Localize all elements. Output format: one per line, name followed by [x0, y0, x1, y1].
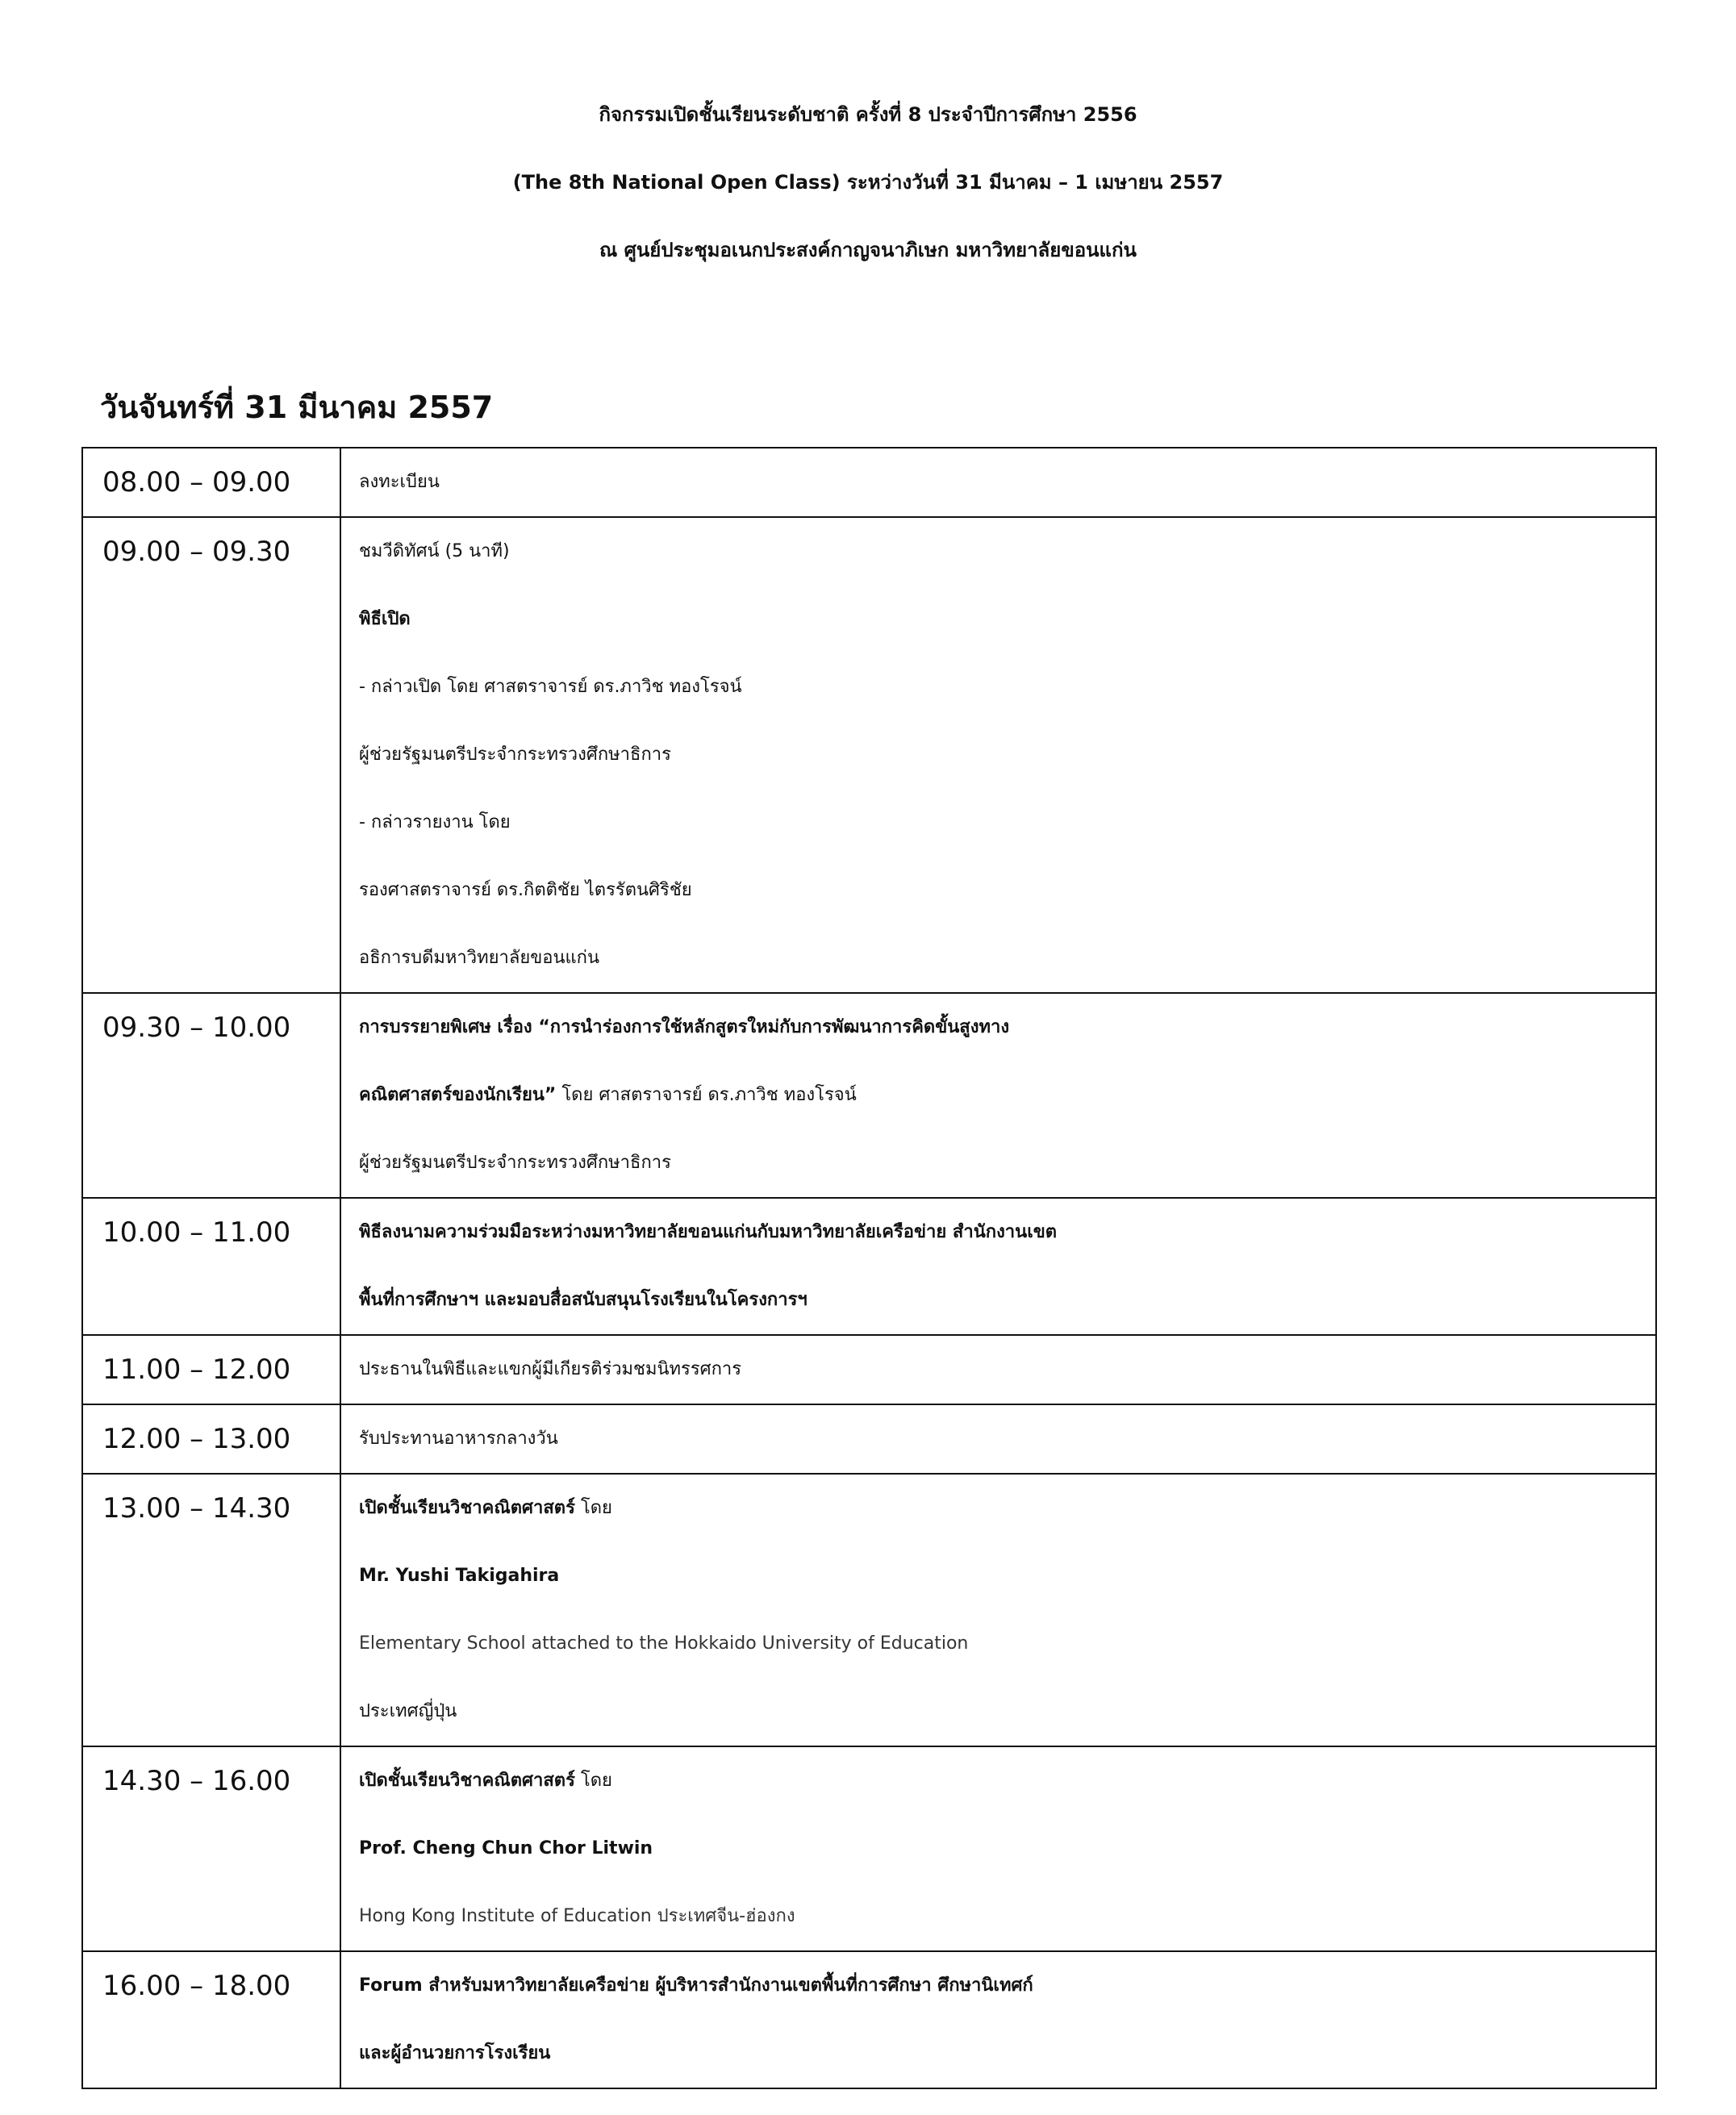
- schedule-row: [82, 1951, 1656, 2088]
- schedule-row: [82, 448, 1656, 517]
- speaker-affiliation: Hong Kong Institute of Education ประเทศจีน-ฮ่องกง: [359, 1906, 795, 1926]
- description-part: โดย: [580, 1771, 612, 1791]
- schedule-row: [82, 993, 1656, 1198]
- time-cell: [82, 448, 340, 517]
- document-header: [0, 81, 1736, 284]
- description-line: - กล่าวเปิด โดย ศาสตราจารย์ ดร.ภาวิช ทองโรจน์: [359, 677, 742, 697]
- time-text: 16.00 – 18.00: [102, 1970, 291, 2002]
- time-text: 10.00 – 11.00: [102, 1216, 291, 1249]
- description-heading: และผู้อำนวยการโรงเรียน: [359, 2043, 551, 2063]
- schedule-row: [82, 1746, 1656, 1951]
- description-line: ลงทะเบียน: [359, 472, 440, 492]
- description-heading: พิธีเปิด: [359, 609, 411, 629]
- header-dates-line: (The 8th National Open Class) ระหว่างวันที่ 31 มีนาคม – 1 เมษายน 2557: [512, 171, 1224, 194]
- time-text: 08.00 – 09.00: [102, 466, 291, 499]
- schedule-row: [82, 1335, 1656, 1404]
- schedule-table: [81, 447, 1657, 2089]
- time-text: 11.00 – 12.00: [102, 1354, 291, 1386]
- time-cell: [82, 1335, 340, 1404]
- description-cell: [340, 1404, 1656, 1474]
- description-cell: [340, 517, 1656, 993]
- description-line: ประธานในพิธีและแขกผู้มีเกียรติร่วมชมนิทรรศการ: [359, 1359, 742, 1379]
- description-heading: พื้นที่การศึกษาฯ และมอบสื่อสนับสนุนโรงเรียนในโครงการฯ: [359, 1290, 807, 1310]
- description-heading: พิธีลงนามความร่วมมือระหว่างมหาวิทยาลัยขอนแก่นกับมหาวิทยาลัยเครือข่าย สำนักงานเขต: [359, 1222, 1058, 1242]
- time-cell: [82, 993, 340, 1198]
- time-cell: [82, 1474, 340, 1746]
- description-heading: การบรรยายพิเศษ เรื่อง “การนำร่องการใช้หลักสูตรใหม่กับการพัฒนาการคิดขั้นสูงทาง: [359, 1017, 1010, 1037]
- time-text: 12.00 – 13.00: [102, 1423, 291, 1455]
- speaker-affiliation: Elementary School attached to the Hokkaido University of Education: [359, 1633, 969, 1654]
- description-line: รับประทานอาหารกลางวัน: [359, 1429, 558, 1449]
- description-cell: [340, 448, 1656, 517]
- description-line-mixed: [359, 1475, 1639, 1542]
- day-title: วันจันทร์ที่ 31 มีนาคม 2557: [100, 390, 494, 425]
- description-line: ผู้ช่วยรัฐมนตรีประจำกระทรวงศึกษาธิการ: [359, 745, 671, 765]
- speaker-name: Mr. Yushi Takigahira: [359, 1566, 560, 1586]
- description-heading-part: เปิดชั้นเรียนวิชาคณิตศาสตร์: [359, 1498, 575, 1518]
- description-cell: [340, 1474, 1656, 1746]
- description-part: โดย ศาสตราจารย์ ดร.ภาวิช ทองโรจน์: [561, 1085, 857, 1105]
- time-text: 14.30 – 16.00: [102, 1765, 291, 1797]
- header-venue-line: ณ ศูนย์ประชุมอเนกประสงค์กาญจนาภิเษก มหาวิทยาลัยขอนแก่น: [599, 239, 1137, 261]
- description-cell: [340, 1335, 1656, 1404]
- description-line: ผู้ช่วยรัฐมนตรีประจำกระทรวงศึกษาธิการ: [359, 1153, 671, 1173]
- time-cell: [82, 1746, 340, 1951]
- schedule-row: [82, 1198, 1656, 1335]
- description-cell: [340, 1198, 1656, 1335]
- description-cell: [340, 1951, 1656, 2088]
- schedule-row: [82, 517, 1656, 993]
- time-text: 13.00 – 14.30: [102, 1492, 291, 1525]
- time-cell: [82, 1951, 340, 2088]
- description-line: ชมวีดิทัศน์ (5 นาที): [359, 541, 510, 561]
- description-line: รองศาสตราจารย์ ดร.กิตติชัย ไตรรัตนศิริชัย: [359, 880, 692, 900]
- description-line: อธิการบดีมหาวิทยาลัยขอนแก่น: [359, 948, 600, 968]
- schedule-row: [82, 1404, 1656, 1474]
- speaker-name: Prof. Cheng Chun Chor Litwin: [359, 1838, 653, 1858]
- time-cell: [82, 1198, 340, 1335]
- time-cell: [82, 517, 340, 993]
- description-line: - กล่าวรายงาน โดย: [359, 812, 511, 832]
- description-cell: [340, 993, 1656, 1198]
- time-text: 09.30 – 10.00: [102, 1012, 291, 1044]
- description-heading-part: คณิตศาสตร์ของนักเรียน”: [359, 1085, 557, 1105]
- schedule-row: [82, 1474, 1656, 1746]
- description-heading: Forum สำหรับมหาวิทยาลัยเครือข่าย ผู้บริหารสำนักงานเขตพื้นที่การศึกษา ศึกษานิเทศก์: [359, 1975, 1033, 1996]
- speaker-country: ประเทศญี่ปุ่น: [359, 1701, 457, 1721]
- description-heading-part: เปิดชั้นเรียนวิชาคณิตศาสตร์: [359, 1771, 575, 1791]
- description-part: โดย: [580, 1498, 612, 1518]
- description-line-mixed: [359, 1062, 1639, 1129]
- time-cell: [82, 1404, 340, 1474]
- description-line-mixed: [359, 1747, 1639, 1815]
- time-text: 09.00 – 09.30: [102, 536, 291, 568]
- description-cell: [340, 1746, 1656, 1951]
- header-title-line: กิจกรรมเปิดชั้นเรียนระดับชาติ ครั้งที่ 8 ประจำปีการศึกษา 2556: [599, 103, 1137, 126]
